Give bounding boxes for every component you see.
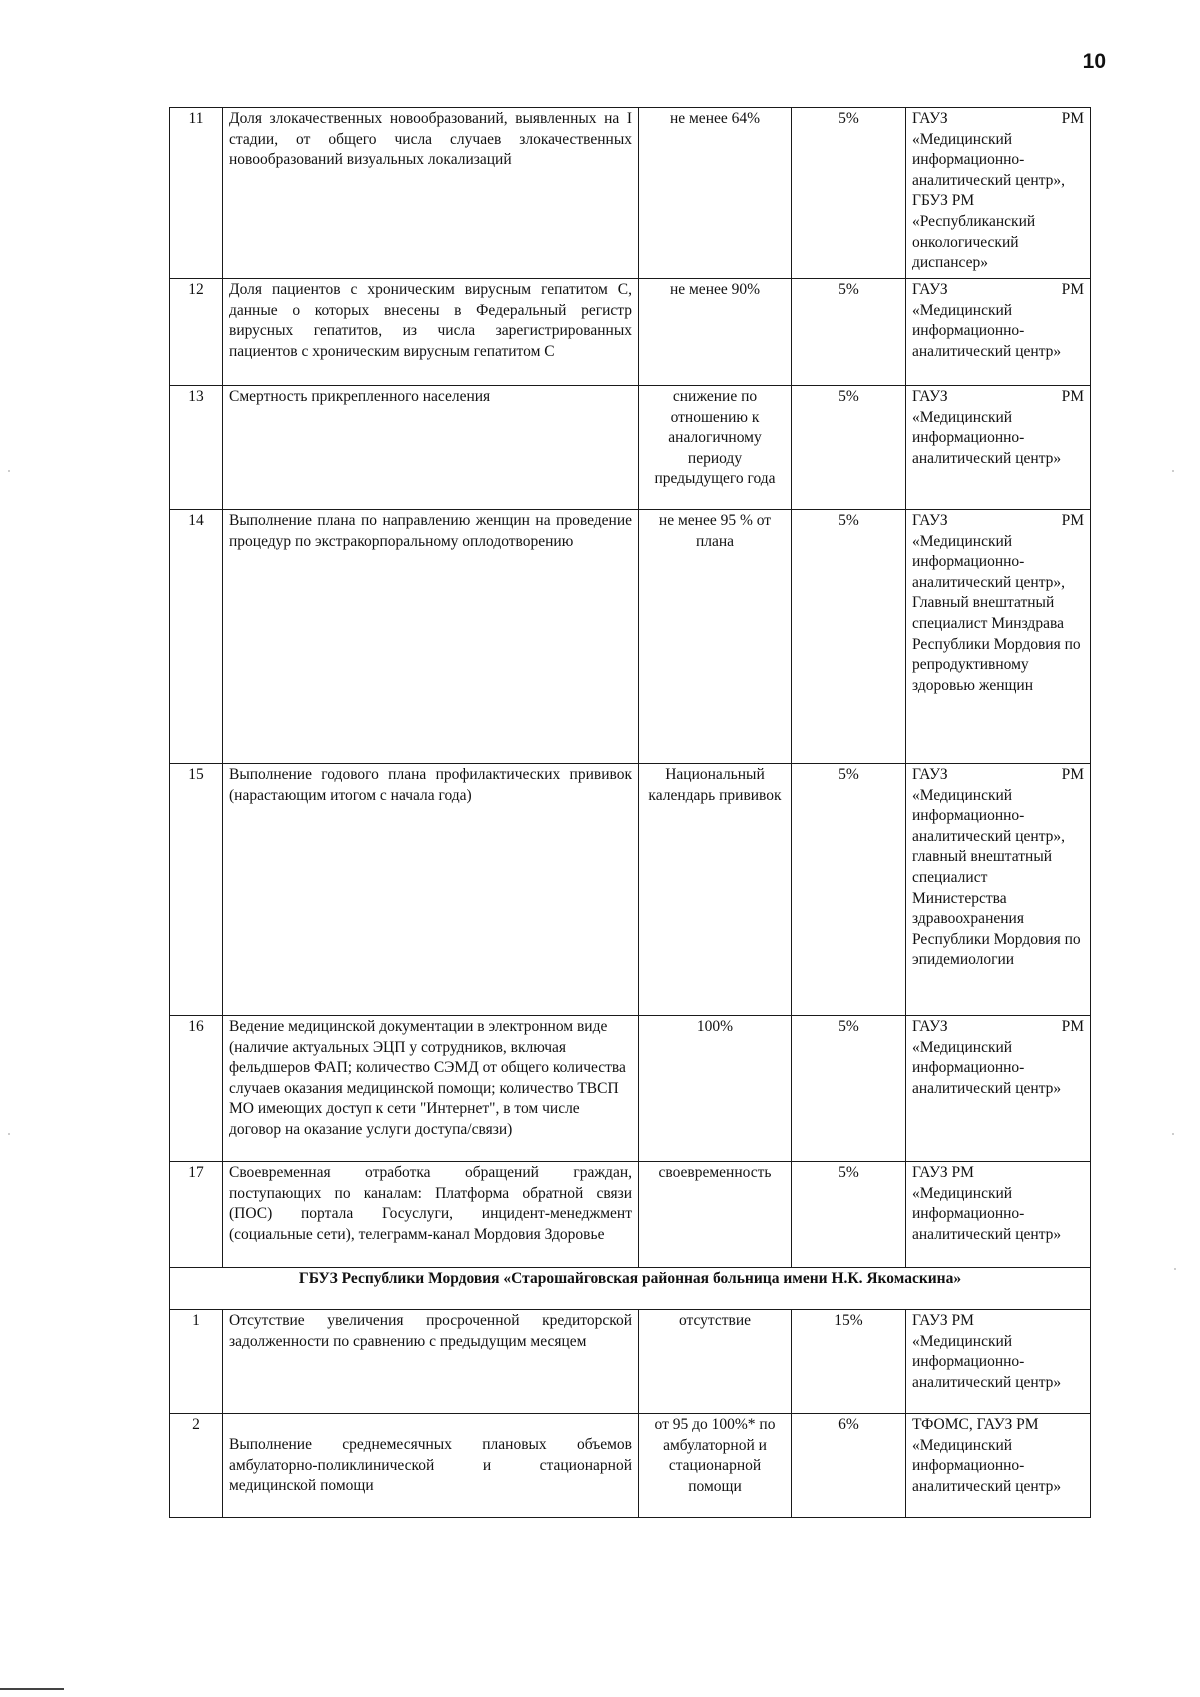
table-row [170,764,1091,1016]
table-row [170,1162,1091,1268]
table-row [170,1414,1091,1518]
source-text: «Медицинский информационно-аналитический центр» [912,408,1062,467]
weight-value: 5% [792,279,906,386]
target-value: 100% [639,1016,792,1162]
table-row [170,108,1091,279]
source-cell [906,764,1091,1016]
source-head: ГАУЗ [912,110,948,127]
weight-value: 5% [792,386,906,510]
indicator-text: Доля пациентов с хроническим вирусным гепатитом С, данные о которых внесены в Федеральный регистр вирусных гепатитов, из числа зарегистрированных пациентов с хроническим вирусным гепатитом С [223,279,639,386]
target-value: не менее 90% [639,279,792,386]
row-number: 13 [170,386,223,510]
source-head: ГАУЗ [912,1018,948,1035]
source-cell [906,1016,1091,1162]
indicator-text: Выполнение годового плана профилактических прививок (нарастающим итогом с начала года) [223,764,639,1016]
source-cell [906,108,1091,279]
indicator-text: Доля злокачественных новообразований, выявленных на I стадии, от общего числа случаев злокачественных новообразований визуальных локализаций [223,108,639,279]
source-text: «Медицинский информационно-аналитический центр», главный внештатный специалист Министерства здравоохранения Республики Мордовия по эпидемиологии [912,786,1081,969]
source-head-right: РМ [1061,281,1084,298]
source-cell [906,1162,1091,1268]
section-heading: ГБУЗ Республики Мордовия «Старошайговская районная больница имени Н.К. Якомаскина» [170,1268,1091,1310]
scan-edge-mark [0,1688,64,1690]
table-row [170,1310,1091,1414]
weight-value: 5% [792,1162,906,1268]
row-number: 11 [170,108,223,279]
weight-value: 5% [792,108,906,279]
source-text: «Медицинский информационно-аналитический центр», ГБУЗ РМ «Республиканский онкологический диспансер» [912,130,1066,272]
source-head: ГАУЗ [912,281,948,298]
row-number: 2 [170,1414,223,1518]
indicator-text: Смертность прикрепленного населения [223,386,639,510]
source-head-right: РМ [1061,110,1084,127]
indicators-table [169,107,1091,1518]
source-text: «Медицинский информационно-аналитический центр» [912,1038,1062,1097]
weight-value: 5% [792,1016,906,1162]
row-number: 16 [170,1016,223,1162]
source-text: «Медицинский информационно-аналитический центр», Главный внештатный специалист Минздрава Республики Мордовия по репродуктивному здоровью женщин [912,532,1081,694]
weight-value: 5% [792,764,906,1016]
source-head-right: РМ [1061,512,1084,529]
source-head-right: РМ [1061,766,1084,783]
source-text: «Медицинский информационно-аналитический центр» [912,1332,1062,1391]
target-value: снижение по отношению к аналогичному периоду предыдущего года [639,386,792,510]
source-head-right: РМ [1061,388,1084,405]
source-cell [906,279,1091,386]
source-cell [906,1310,1091,1414]
table-row [170,386,1091,510]
target-value: не менее 95 % от плана [639,510,792,764]
source-head: ТФОМС, ГАУЗ РМ [912,1416,1039,1433]
indicator-text: Ведение медицинской документации в электронном виде (наличие актуальных ЭЦП у сотрудников, включая фельдшеров ФАП; количество СЭМД от общего количества случаев оказания медицинской помощи; количество ТВСП МО имеющих доступ к сети "Интернет", в том числе договор на оказание услуги доступа/связи) [223,1016,639,1162]
source-text: «Медицинский информационно-аналитический центр» [912,301,1062,360]
row-number: 14 [170,510,223,764]
source-head: ГАУЗ [912,388,948,405]
target-value: от 95 до 100%* по амбулаторной и стационарной помощи [639,1414,792,1518]
row-number: 12 [170,279,223,386]
target-value: своевременность [639,1162,792,1268]
section-heading-row [170,1268,1091,1310]
source-head: ГАУЗ [912,512,948,529]
table-row [170,510,1091,764]
source-cell [906,510,1091,764]
source-cell [906,386,1091,510]
target-value: отсутствие [639,1310,792,1414]
source-cell [906,1414,1091,1518]
source-text: «Медицинский информационно-аналитический центр» [912,1436,1062,1495]
row-number: 15 [170,764,223,1016]
weight-value: 15% [792,1310,906,1414]
indicator-text: Отсутствие увеличения просроченной кредиторской задолженности по сравнению с предыдущим месяцем [223,1310,639,1414]
source-head: ГАУЗ РМ [912,1312,974,1329]
indicator-text: Выполнение среднемесячных плановых объемов амбулаторно-поликлинической и стационарной медицинской помощи [223,1414,639,1518]
row-number: 17 [170,1162,223,1268]
source-text: «Медицинский информационно-аналитический центр» [912,1184,1062,1243]
table-row [170,1016,1091,1162]
weight-value: 5% [792,510,906,764]
page-number: 10 [1082,50,1106,73]
source-head: ГАУЗ РМ [912,1164,974,1181]
source-head: ГАУЗ [912,766,948,783]
indicator-text: Выполнение плана по направлению женщин на проведение процедур по экстракорпоральному оплодотворению [223,510,639,764]
target-value: Национальный календарь прививок [639,764,792,1016]
target-value: не менее 64% [639,108,792,279]
source-head-right: РМ [1061,1018,1084,1035]
table-row [170,279,1091,386]
row-number: 1 [170,1310,223,1414]
indicator-text: Своевременная отработка обращений граждан, поступающих по каналам: Платформа обратной связи (ПОС) портала Госуслуги, инцидент-менеджмент (социальные сети), телеграмм-канал Мордовия Здоровье [223,1162,639,1268]
weight-value: 6% [792,1414,906,1518]
